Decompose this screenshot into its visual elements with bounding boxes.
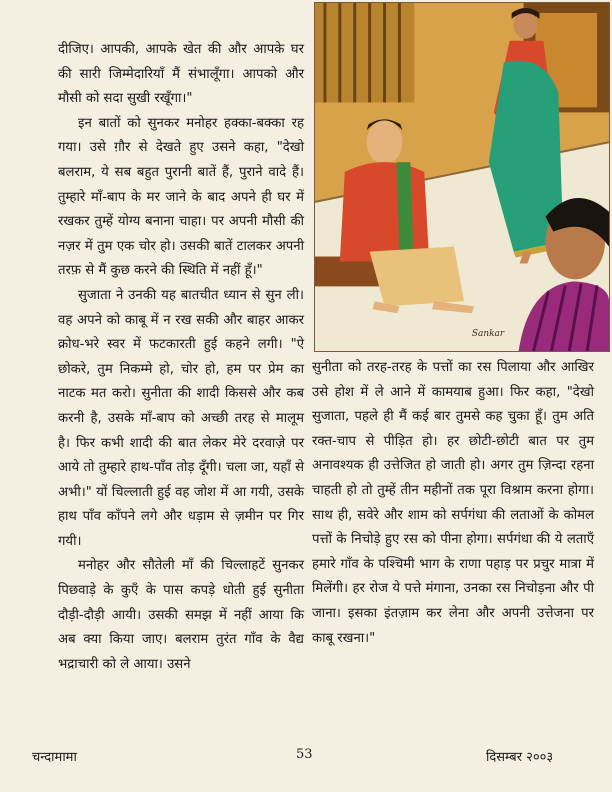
page-footer xyxy=(0,747,612,769)
story-paragraph: सुजाता ने उनकी यह बातचीत ध्यान से सुन ली। वह अपने को काबू में न रख सकी और बाहर आकर क्रोध-भरे स्वर में फटकारती हुई कहने लगी। "ऐ छोकरे, तुम निकम्मे हो, चोर हो, हम पर प्रेम का नाटक मत करो। सुनीता की शादी किससे और कब करनी है, उसके माँ-बाप को अच्छी तरह से मालूम है। फिर कभी शादी की बात लेकर मेरे दरवाज़े पर आये तो तुम्हारे हाथ-पाँव तोड़ दूँगी। चला जा, यहाँ से अभी।" यों चिल्लाती हुई वह जोश में आ गयी, उसके हाथ पाँव काँपने लगे और धड़ाम से ज़मीन पर गिर गयी। xyxy=(58,287,304,549)
illustration-drawing xyxy=(315,3,609,351)
story-illustration xyxy=(314,2,610,352)
page-number: 53 xyxy=(296,747,313,762)
magazine-name: चन्दामामा xyxy=(32,750,77,765)
story-paragraph: मनोहर और सौतेली माँ की चिल्लाहटें सुनकर पिछवाड़े के कुएँ के पास कपड़े धोती हुई सुनीता दौड़ी-दौड़ी आयी। उसकी समझ में नहीं आया कि अब क्या किया जाए। बलराम तुरंत गाँव के वैद्य भद्राचारी को ले आया। उसने xyxy=(58,558,304,672)
story-paragraph: इन बातों को सुनकर मनोहर हक्का-बक्का रह गया। उसे ग़ौर से देखते हुए उसने कहा, "देखो बलराम, ये सब बहुत पुरानी बातें हैं, पुराने वादे हैं। तुम्हारे माँ-बाप के मर जाने के बाद अपने ही घर में रखकर तुम्हें योग्य बनाना चाहा। पर अपनी मौसी की नज़र में तुम एक चोर हो। उसकी बातें टालकर अपनी तरफ़ से मैं कुछ करने की स्थिति में नहीं हूँ।" xyxy=(58,115,304,279)
left-column-text xyxy=(58,38,304,677)
right-column-text xyxy=(312,356,594,651)
story-paragraph: दीजिए। आपकी, आपके खेत की और आपके घर की सारी जिम्मेदारियाँ मैं संभालूँगा। आपको और मौसी को सदा सुखी रखूँगा।" xyxy=(58,42,304,107)
story-paragraph: सुनीता को तरह-तरह के पत्तों का रस पिलाया और आखिर उसे होश में ले आने में कामयाब हुआ। फिर कहा, "देखो सुजाता, पहले ही मैं कई बार तुमसे कह चुका हूँ। तुम अति रक्त-चाप से पीड़ित हो। हर छोटी-छोटी बात पर तुम अनावश्यक ही उत्तेजित हो जाती हो। अगर तुम ज़िन्दा रहना चाहती हो तो तुम्हें तीन महीनों तक पूरा विश्राम करना होगा। साथ ही, सवेरे और शाम को सर्पगंधा की लताओं के कोमल पत्तों के निचोड़े हुए रस को पीना होगा। सर्पगंधा की ये लताएँ हमारे गाँव के पश्चिमी भाग के राणा पहाड़ पर प्रचुर मात्रा में मिलेंगी। हर रोज ये पत्ते मंगाना, उनका रस निचोड़ना और पी जाना। इसका इंतज़ाम कर लेना और अपनी उत्तेजना पर काबू रखना।" xyxy=(312,360,594,646)
issue-date: दिसम्बर २००३ xyxy=(486,750,554,765)
artist-signature: Sankar xyxy=(471,329,505,340)
